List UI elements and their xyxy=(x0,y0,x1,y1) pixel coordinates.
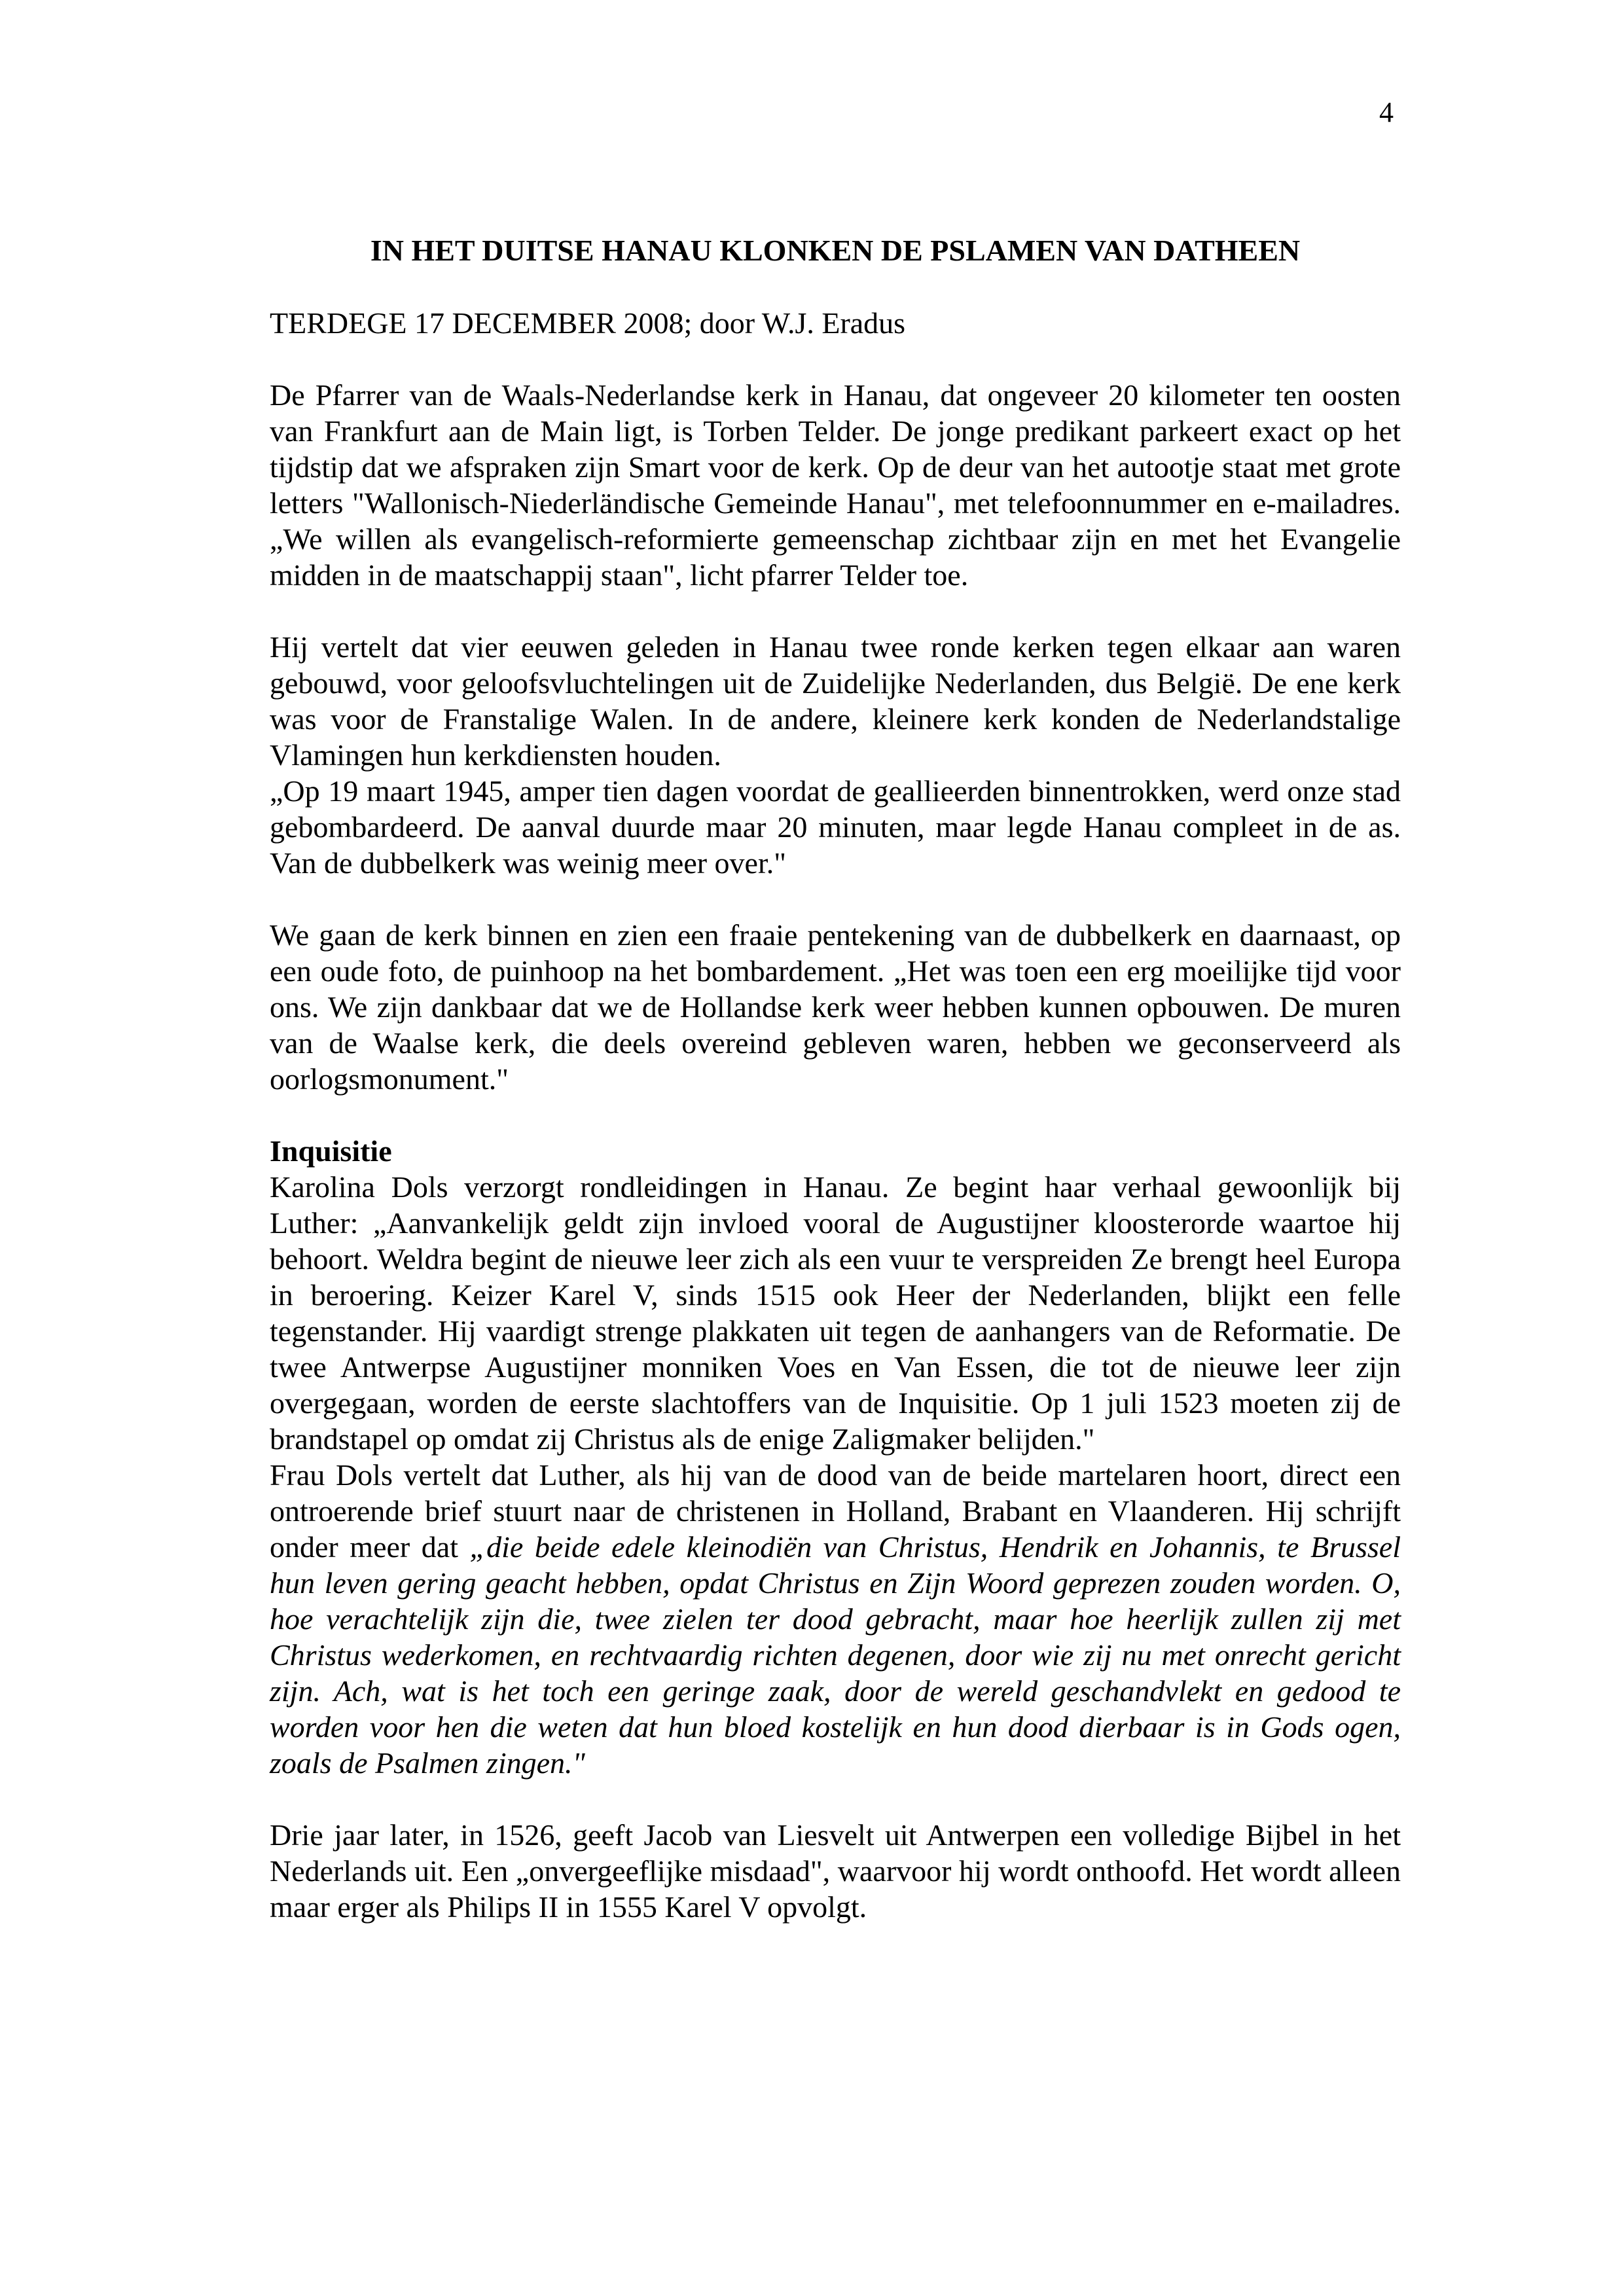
section-heading-inquisitie: Inquisitie xyxy=(270,1134,392,1168)
paragraph-spacer xyxy=(270,1097,1401,1133)
paragraph-church-visit: We gaan de kerk binnen en zien een fraaie pentekening van de dubbelkerk en daarnaast, op een oude foto, de puinhoop na het bombardement. „Het was toen een erg moeilijke tijd voor ons. We zijn dankbaar dat we de Hollandse kerk weer hebben kunnen opbouwen. De muren van de Waalse kerk, die deels overeind gebleven waren, hebben we geconserveerd als oorlogsmonument." xyxy=(270,918,1401,1096)
page-number: 4 xyxy=(1379,96,1394,128)
paragraph-spacer xyxy=(270,1781,1401,1817)
paragraph-history: Hij vertelt dat vier eeuwen geleden in Hanau twee ronde kerken tegen elkaar aan waren gebouwd, voor geloofsvluchtelingen uit de Zuidelijke Nederlanden, dus België. De ene kerk was voor de Franstalige Walen. In de andere, kleinere kerk konden de Nederlandstalige Vlamingen hun kerkdiensten houden. xyxy=(270,630,1401,772)
article-title: IN HET DUITSE HANAU KLONKEN DE PSLAMEN VAN DATHEEN xyxy=(370,234,1301,267)
luther-quote: „die beide edele kleinodiën van Christus, Hendrik en Johannis, te Brussel hun leven gering geacht hebben, opdat Christus en Zijn Woord geprezen zouden worden. O, hoe verachtelijk zijn die, twee zielen ter dood gebracht, maar hoe heerlijk zullen zij met Christus wederkomen, en rechtvaardig richten degenen, door wie zij nu met onrecht gericht zijn. Ach, wat is het toch een geringe zaak, door de wereld geschandvlekt en gedood te worden voor hen die weten dat hun bloed kostelijk en hun dood dierbaar is in Gods ogen, zoals de Psalmen zingen." xyxy=(270,1530,1401,1780)
paragraph-inquisitie: Karolina Dols verzorgt rondleidingen in Hanau. Ze begint haar verhaal gewoonlijk bij Luther: „Aanvankelijk geldt zijn invloed vooral de Augustijner kloosterorde waartoe hij behoort. Weldra begint de nieuwe leer zich als een vuur te verspreiden Ze brengt heel Europa in beroering. Keizer Karel V, sinds 1515 ook Heer der Nederlanden, blijkt een felle tegenstander. Hij vaardigt strenge plakkaten uit tegen de aanhangers van de Reformatie. De twee Antwerpse Augustijner monniken Voes en Van Essen, die tot de nieuwe leer zijn overgegaan, worden de eerste slachtoffers van de Inquisitie. Op 1 juli 1523 moeten zij de brandstapel op omdat zij Christus als de enige Zaligmaker belijden." xyxy=(270,1170,1401,1456)
luther-intro-text: Frau Dols vertelt dat Luther, als hij van de dood van de beide martelaren hoort, direct een ontroerende brief stuurt naar de christenen in Holland, Brabant en Vlaanderen. Hij schrijft onder meer dat xyxy=(270,1458,1401,1564)
paragraph-luther-letter xyxy=(270,1457,1401,1781)
paragraph-bombing-quote: „Op 19 maart 1945, amper tien dagen voordat de geallieerden binnentrokken, werd onze stad gebombardeerd. De aanval duurde maar 20 minuten, maar legde Hanau compleet in de as. Van de dubbelkerk was weinig meer over." xyxy=(270,774,1401,880)
paragraph-intro: De Pfarrer van de Waals-Nederlandse kerk in Hanau, dat ongeveer 20 kilometer ten oosten van Frankfurt aan de Main ligt, is Torben Telder. De jonge predikant parkeert exact op het tijdstip dat we afspraken zijn Smart voor de kerk. Op de deur van het autootje staat met grote letters "Wallonisch-Niederländische Gemeinde Hanau", met telefoonnummer en e-mailadres. „We willen als evangelisch-reformierte gemeenschap zichtbaar zijn en met het Evangelie midden in de maatschappij staan", licht pfarrer Telder toe. xyxy=(270,378,1401,592)
article-body xyxy=(270,377,1401,1925)
article-byline: TERDEGE 17 DECEMBER 2008; door W.J. Eradus xyxy=(270,306,906,340)
paragraph-spacer xyxy=(270,881,1401,917)
paragraph-closing: Drie jaar later, in 1526, geeft Jacob van Liesvelt uit Antwerpen een volledige Bijbel in het Nederlands uit. Een „onvergeeflijke misdaad", waarvoor hij wordt onthoofd. Het wordt alleen maar erger als Philips II in 1555 Karel V opvolgt. xyxy=(270,1818,1401,1924)
paragraph-spacer xyxy=(270,593,1401,629)
